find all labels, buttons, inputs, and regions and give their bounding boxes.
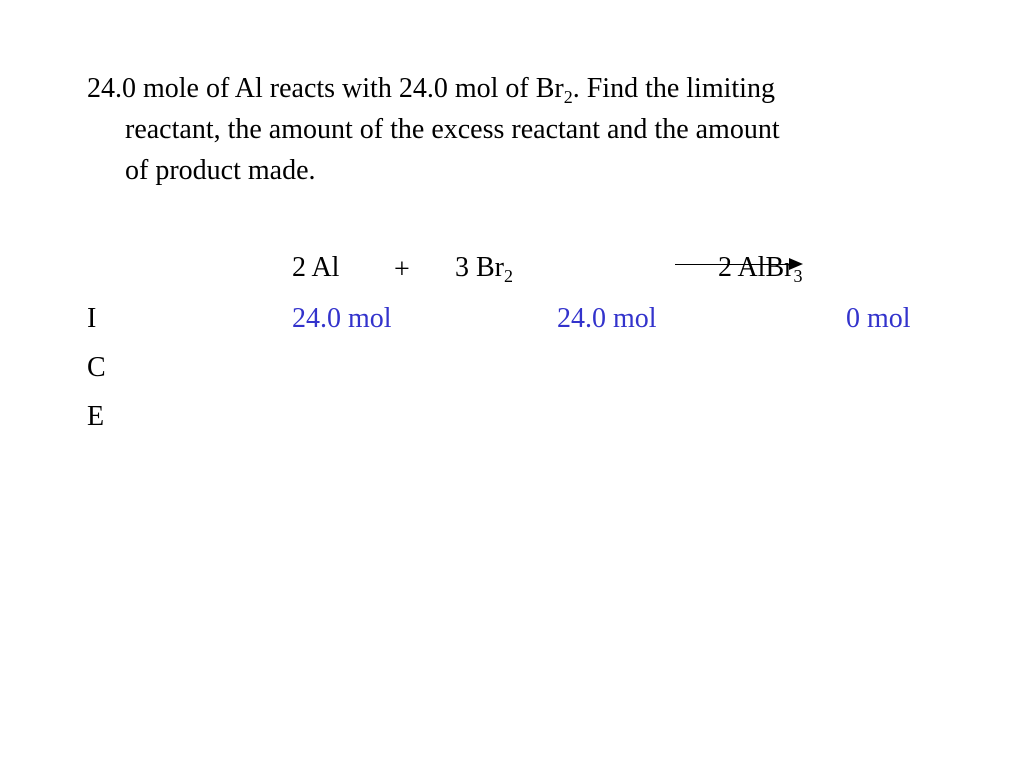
ice-row-e-label: E [87, 401, 105, 432]
equation-reactant-br2 [455, 252, 513, 286]
problem-line-2: reactant, the amount of the excess reactant and the amount [125, 114, 780, 145]
ice-row-i-br2: 24.0 mol [557, 303, 657, 334]
ice-row-i-al: 24.0 mol [292, 303, 392, 334]
problem-line-1 [87, 73, 775, 107]
ice-row-i-label: I [87, 303, 97, 334]
equation-plus: + [394, 254, 410, 285]
br2-subscript: 2 [563, 87, 573, 107]
problem-line-1-start: 24.0 mole of Al reacts with 24.0 mol of Br [87, 73, 564, 104]
problem-line-3: of product made. [125, 155, 316, 186]
equation-reactant-al: 2 Al [292, 252, 340, 283]
ice-row-c-label: C [87, 352, 106, 383]
albr3-subscript: 3 [793, 266, 803, 286]
albr3-label: 2 AlBr [718, 252, 794, 283]
equation-product-albr3 [718, 252, 803, 286]
ice-row-i-product: 0 mol [846, 303, 911, 334]
br2-label: 3 Br [455, 252, 504, 283]
problem-line-1-end: . Find the limiting [572, 73, 775, 104]
br2-eq-subscript: 2 [504, 266, 513, 286]
